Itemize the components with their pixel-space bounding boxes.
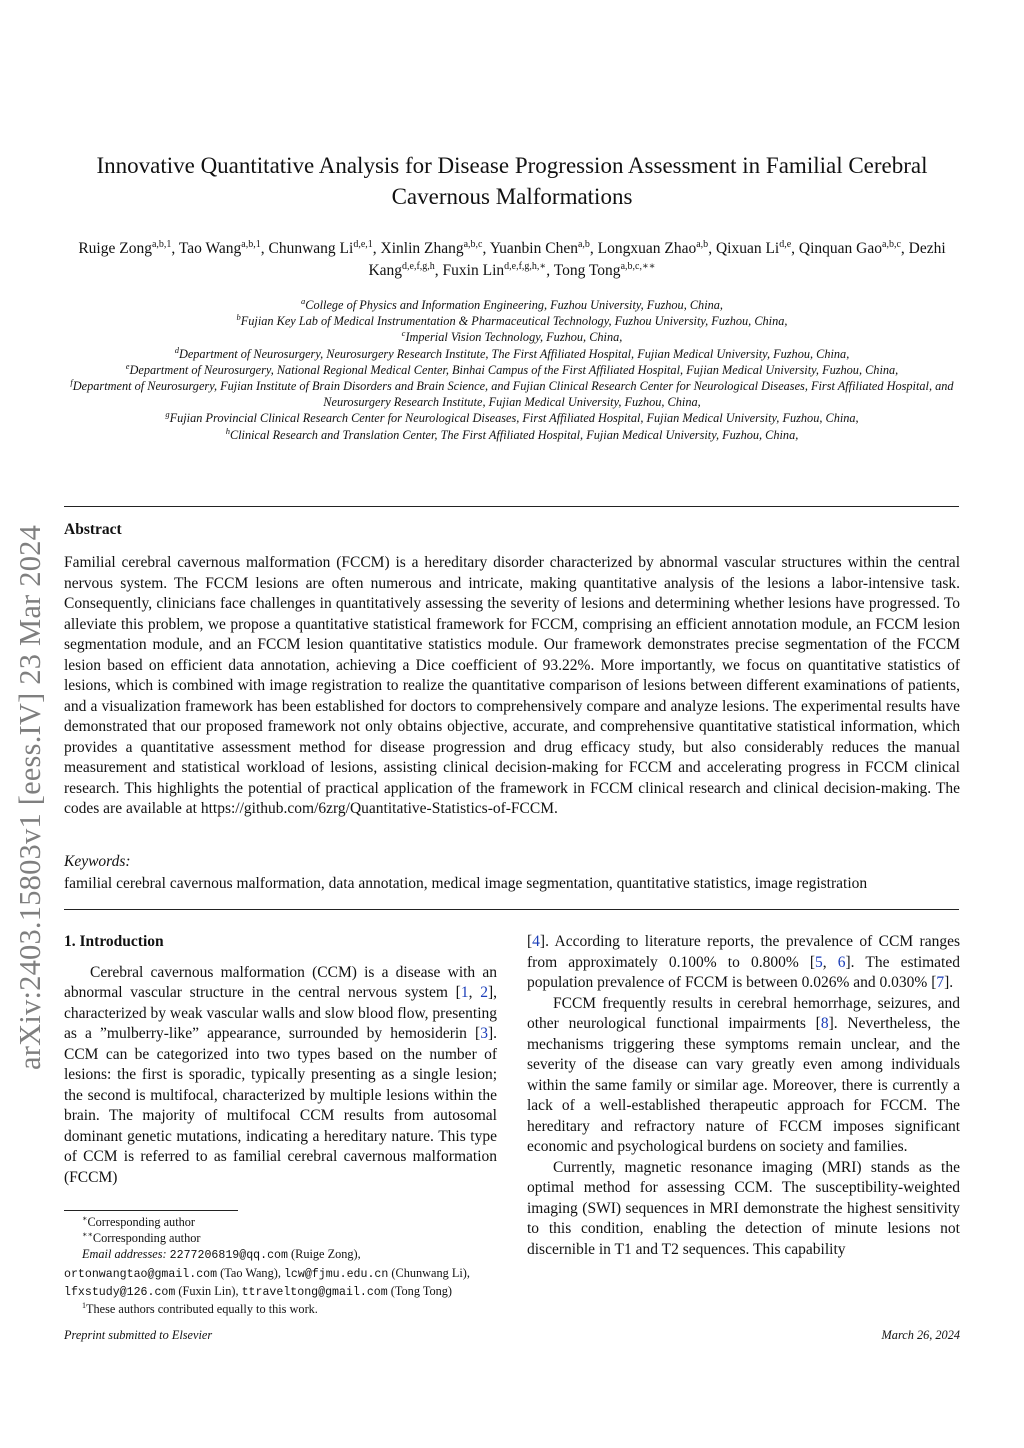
keywords-heading: Keywords: [64, 853, 131, 870]
affiliation: $^d$Department of Neurosurgery, Neurosurgery Research Institute, The First Affiliated Hospital, Fujian Medical University, Fuzhou, China, [174, 344, 850, 361]
email-link[interactable]: ttraveltong@gmail.com [241, 1285, 388, 1299]
paper-title: Innovative Quantitative Analysis for Disease Progression Assessment in Familial Cerebral Cavernous Malformations [96, 153, 928, 209]
email-link[interactable]: 2277206819@qq.com [169, 1249, 288, 1263]
author: Dezhi Kang$^{d,e,f,g,h}$ [368, 240, 946, 279]
email-link[interactable]: lcw@fjmu.edu.cn [283, 1267, 389, 1281]
email-link[interactable]: lfxstudy@126.com [64, 1285, 176, 1299]
intro-paragraph-1-continued: [4]. According to literature reports, the prevalence of CCM ranges from approximately 0.100% to 0.800% [5, 6]. The estimated population prevalence of FCCM is between 0.026% and 0.030% [7]. [527, 933, 960, 991]
author: Longxuan Zhao$^{a,b}$ [597, 238, 709, 257]
citation-link[interactable]: 2 [480, 984, 488, 1001]
footer-date: March 26, 2024 [881, 1328, 960, 1342]
author-list: Ruige Zong$^{a,b,1}$, Tao Wang$^{a,b,1}$, Chunwang Li$^{d,e,1}$, Xinlin Zhang$^{a,b,c}$, Yuanbin Chen$^{a,b}$, Longxuan Zhao$^{a,b}$, Qixuan Li$^{d,e}$, Qinquan Gao$^{a,b,c}$, Dezhi Kang$^{d,e,f,g,h}$, Fuxin Lin$^{d,e,f,g,h,∗}$, Tong Tong$^{a,b,c,∗∗}$ [78, 238, 946, 279]
footnotes [64, 1214, 504, 1317]
author: Tao Wang$^{a,b,1}$ [178, 238, 261, 257]
citation-link[interactable]: 1 [460, 984, 469, 1001]
footnote-corresponding-1: ∗Corresponding author [82, 1213, 196, 1229]
footnote-emails-line-3: lfxstudy@126.com (Fuxin Lin), ttraveltong@gmail.com (Tong Tong) [64, 1283, 453, 1299]
email-link[interactable]: ortonwangtao@gmail.com [64, 1267, 218, 1281]
affiliation: $^h$Clinical Research and Translation Center, The First Affiliated Hospital, Fujian Medical University, Fuzhou, China, [225, 425, 799, 442]
right-column [527, 932, 960, 1260]
citation-link[interactable]: 4 [532, 933, 540, 950]
affiliation: $^c$Imperial Vision Technology, Fuzhou, China, [401, 328, 623, 345]
citation-link[interactable]: 8 [820, 1015, 829, 1032]
abstract-heading: Abstract [64, 521, 122, 538]
affiliation: $^e$Department of Neurosurgery, National Regional Medical Center, Binhai Campus of the First Affiliated Hospital, Fujian Medical University, Fuzhou, China, [125, 360, 899, 377]
top-divider [64, 506, 959, 507]
citation-link[interactable]: 7 [936, 974, 945, 991]
author: Qinquan Gao$^{a,b,c}$ [798, 238, 901, 257]
footnote-emails-line-2: ortonwangtao@gmail.com (Tao Wang), lcw@fjmu.edu.cn (Chunwang Li), [64, 1265, 470, 1281]
footnote-divider [64, 1210, 238, 1211]
author: Ruige Zong$^{a,b,1}$ [78, 238, 172, 257]
footnote-emails: Email addresses: 2277206819@qq.com (Ruige Zong), [82, 1247, 361, 1263]
arxiv-identifier-stamp: arXiv:2403.15803v1 [eess.IV] 23 Mar 2024 [13, 524, 47, 1070]
affiliation: $^b$Fujian Key Lab of Medical Instrumentation & Pharmaceutical Technology, Fuzhou University, Fuzhou, China, [236, 312, 788, 329]
section-heading-introduction: 1. Introduction [64, 933, 164, 950]
affiliation: $^a$College of Physics and Information Engineering, Fuzhou University, Fuzhou, China, [301, 295, 723, 312]
citation-link[interactable]: 5 [815, 953, 823, 971]
bottom-divider [64, 909, 959, 910]
author: Yuanbin Chen$^{a,b}$ [489, 238, 590, 257]
footer-preprint-note: Preprint submitted to Elsevier [64, 1328, 213, 1342]
affiliation: $^g$Fujian Provincial Clinical Research Center for Neurological Diseases, First Affiliated Hospital, Fujian Medical University, Fuzhou, China, [165, 409, 859, 426]
author: Tong Tong$^{a,b,c,∗∗}$ [553, 260, 656, 279]
affiliation: $^f$Department of Neurosurgery, Fujian Institute of Brain Disorders and Brain Science, and Fujian Clinical Research Center for Neurological Diseases, First Affiliated Hospital, and Neurosurgery Research Institute, Fujian Medical University, Fuzhou, China, [70, 376, 954, 410]
footnote-corresponding-2: ∗∗Corresponding author [82, 1230, 201, 1246]
author: Xinlin Zhang$^{a,b,c}$ [380, 238, 483, 257]
author: Qixuan Li$^{d,e}$ [715, 238, 792, 257]
keywords-text: familial cerebral cavernous malformation, data annotation, medical image segmentation, quantitative statistics, image registration [64, 875, 868, 892]
citation-link[interactable]: 6 [837, 953, 846, 971]
author: Chunwang Li$^{d,e,1}$ [268, 238, 373, 257]
left-column [64, 932, 497, 1188]
intro-paragraph-3: Currently, magnetic resonance imaging (MRI) stands as the optimal method for assessing CCM. The susceptibility-weighted imaging (SWI) sequences in MRI demonstrate the highest sensitivity to this condition, enabling the detection of minute lesions not discernible in T1 and T2 sequences. This capability [527, 1158, 960, 1258]
abstract-text: Familial cerebral cavernous malformation (FCCM) is a hereditary disorder characterized by abnormal vascular structures within the central nervous system. The FCCM lesions are often numerous and intricate, making quantitative analysis of the lesions a labor-intensive task. Consequently, clinicians face challenges in quantitatively assessing the severity of lesions and determining whether lesions have progressed. To alleviate this problem, we propose a quantitative statistical framework for FCCM, comprising an efficient annotation module, an FCCM lesion segmentation module, and an FCCM lesion quantitative statistics module. Our framework demonstrates precise segmentation of the FCCM lesion based on efficient data annotation, achieving a Dice coefficient of 93.22%. More importantly, we focus on quantitative statistics of lesions, which is combined with image registration to realize the quantitative comparison of lesions between different examinations of patients, and a visualization framework has been established for doctors to comprehensively compare and analyze lesions. The experimental results have demonstrated that our proposed framework not only obtains objective, accurate, and comprehensive quantitative statistical information, which provides a quantitative assessment method for disease progression and drug efficacy study, but also considerably reduces the manual measurement and statistical workload of lesions, assisting clinical decision-making for FCCM and accelerating progress in FCCM clinical research. This highlights the potential of practical application of the framework in FCCM clinical research and clinical decision-making. The codes are available at https://github.com/6zrg/Quantitative-Statistics-of-FCCM. [64, 554, 960, 817]
author: Fuxin Lin$^{d,e,f,g,h,∗}$ [442, 260, 547, 279]
footnote-equal-contribution: $^1$These authors contributed equally to this work. [82, 1300, 318, 1317]
intro-paragraph-2: FCCM frequently results in cerebral hemorrhage, seizures, and other neurological functional impairments [8]. Nevertheless, the mechanisms triggering these symptoms remain unclear, and the severity of the disease can vary greatly even among individuals within the same family or similar age. Moreover, there is currently a lack of a well-established therapeutic approach for FCCM. The hereditary and refractory nature of FCCM imposes significant economic and psychological burdens on society and families. [527, 994, 960, 1155]
intro-paragraph-1: Cerebral cavernous malformation (CCM) is a disease with an abnormal vascular structure in the central nervous system [1, 2], characterized by weak vascular walls and slow blood flow, presenting as a ”mulberry-like” appearance, surrounded by hemosiderin [3]. CCM can be categorized into two types based on the number of lesions: the first is sporadic, typically presenting as a single lesion; the second is multifocal, characterized by multiple lesions within the brain. The majority of multifocal CCM results from autosomal dominant genetic mutations, indicating a hereditary nature. This type of CCM is referred to as familial cerebral cavernous malformation (FCCM) [64, 963, 497, 1186]
citation-link[interactable]: 3 [480, 1025, 488, 1042]
affiliation-list [60, 297, 964, 443]
